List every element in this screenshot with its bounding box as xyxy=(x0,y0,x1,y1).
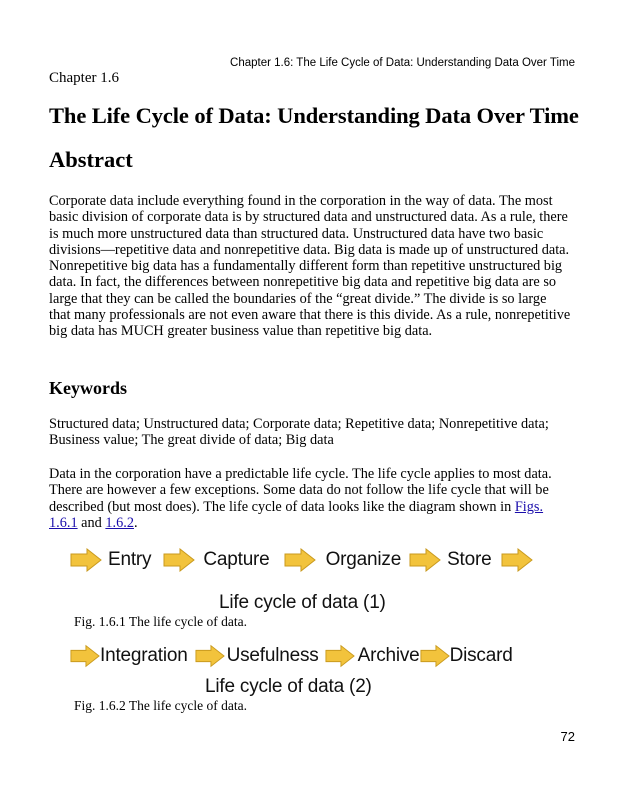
intro-between: and xyxy=(77,514,106,531)
chapter-label: Chapter 1.6 xyxy=(49,70,119,86)
flow-arrow-icon xyxy=(284,548,316,572)
flow-step-integration: Integration xyxy=(100,645,188,666)
flow-step-capture: Capture xyxy=(203,549,270,570)
figure-2-diagram xyxy=(70,640,530,702)
figure-2-diagram-title: Life cycle of data (2) xyxy=(205,676,372,697)
flow-arrow-icon xyxy=(409,548,441,572)
flow-step-discard: Discard xyxy=(449,645,513,666)
flow-step-archive: Archive xyxy=(357,645,420,666)
figs-1-6-1-link[interactable]: Figs. 1.6.1 xyxy=(49,498,544,531)
flow-arrow-icon xyxy=(501,548,533,572)
page-number: 72 xyxy=(560,729,575,744)
figure-1-diagram-title: Life cycle of data (1) xyxy=(219,592,386,613)
flow-step-organize: Organize xyxy=(325,549,402,570)
intro-end: . xyxy=(133,514,138,531)
keywords-body: Structured data; Unstructured data; Corporate data; Repetitive data; Nonrepetitive data; Business value; The great divide of data; Big data xyxy=(49,416,549,449)
figure-2-flow xyxy=(70,644,513,668)
flow-arrow-icon xyxy=(70,644,100,668)
intro-text: Data in the corporation have a predictable life cycle. The life cycle applies to most data. There are however a few exceptions. Some data do not follow the life cycle that will be described (but most does). The life cycle of data looks like the diagram shown in xyxy=(49,466,552,515)
figure-1-caption: Fig. 1.6.1 The life cycle of data. xyxy=(74,614,247,629)
flow-arrow-icon xyxy=(195,644,225,668)
intro-paragraph xyxy=(49,466,571,531)
keywords-heading: Keywords xyxy=(49,378,127,398)
flow-step-usefulness: Usefulness xyxy=(226,645,319,666)
abstract-body: Corporate data include everything found in the corporation in the way of data. The most basic division of corporate data is by structured data and unstructured data. As a rule, there is much more unstructured data than structured data. Unstructured data have two basic divisions—repetitive data and nonrepetitive data. Big data is made up of unstructured data. Nonrepetitive big data has a fundamentally different form than repetitive unstructured big data. In fact, the differences between nonrepetitive big data and repetitive big data are so large that they can be called the boundaries of the “great divide.” The divide is so large that many professionals are not even aware that there is this divide. As a rule, nonrepetitive big data has MUCH greater business value than repetitive big data. xyxy=(49,193,571,340)
flow-step-entry: Entry xyxy=(108,549,152,570)
fig-1-6-2-link[interactable]: 1.6.2 xyxy=(105,514,134,531)
figure-2-caption: Fig. 1.6.2 The life cycle of data. xyxy=(74,698,247,713)
flow-arrow-icon xyxy=(163,548,195,572)
abstract-heading: Abstract xyxy=(49,147,133,172)
figure-1-diagram xyxy=(70,540,530,620)
chapter-title: The Life Cycle of Data: Understanding Data Over Time xyxy=(49,103,579,128)
flow-arrow-icon xyxy=(420,644,450,668)
flow-arrow-icon xyxy=(70,548,102,572)
figure-1-flow xyxy=(70,548,533,572)
flow-arrow-icon xyxy=(325,644,355,668)
running-header: Chapter 1.6: The Life Cycle of Data: Understanding Data Over Time xyxy=(230,57,575,69)
flow-step-store: Store xyxy=(447,549,492,570)
